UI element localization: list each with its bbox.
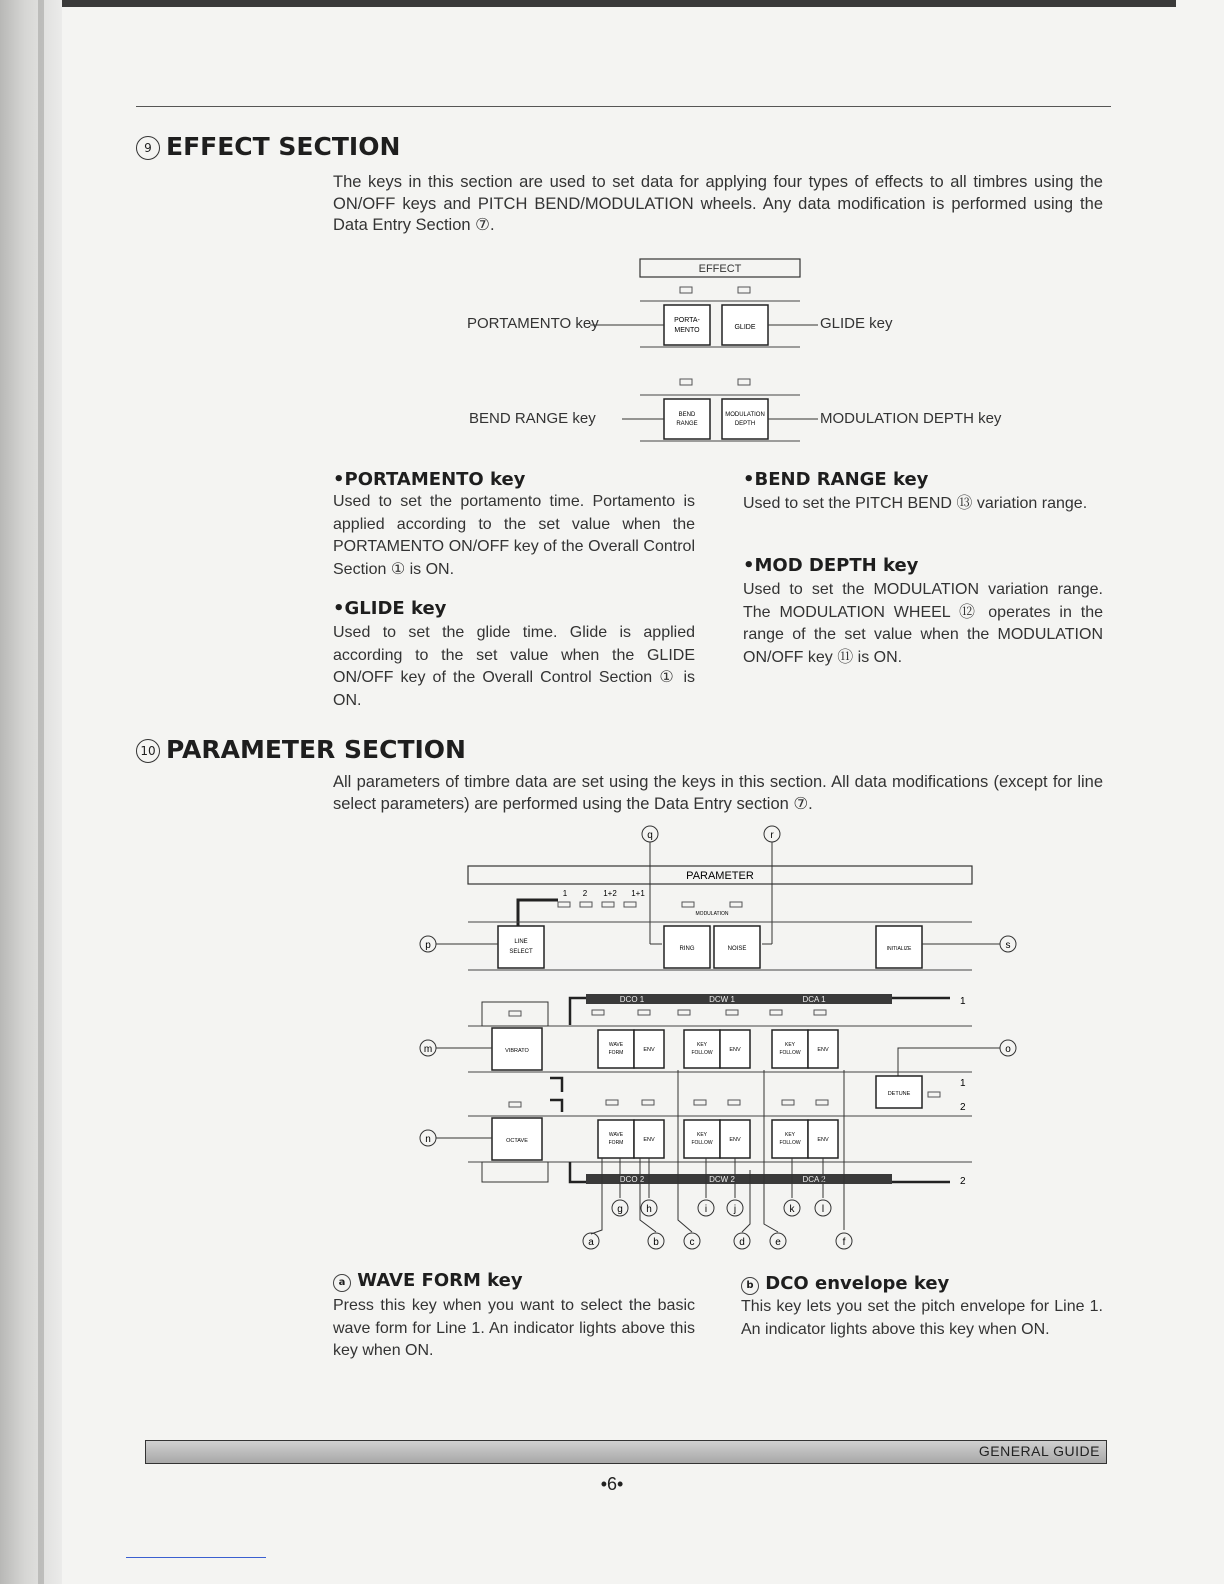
line-number: 1	[562, 889, 568, 898]
led-indicator	[738, 287, 750, 293]
bracket	[550, 1100, 562, 1112]
env-text: ENV	[729, 1137, 741, 1143]
key-follow-text: FOLLOW	[691, 1050, 713, 1056]
line-select-key[interactable]	[498, 926, 544, 968]
led-indicator	[730, 902, 742, 907]
parameter-intro: All parameters of timbre data are set using the keys in this section. All data modifications (except for line select parameters) are performed using the Data Entry section ⑦.	[333, 773, 1103, 813]
dcw-key-follow-key-line1[interactable]	[684, 1030, 720, 1068]
dca2-label: DCA 2	[802, 1175, 826, 1184]
glide-body: Used to set the glide time. Glide is applied according to the set value when the GLIDE ON/OFF key of the Overall Control Section ① is ON.	[333, 624, 695, 709]
line2-mark: 2	[960, 1176, 966, 1187]
bottom-callouts-row1	[612, 1158, 831, 1216]
footer-label: GENERAL GUIDE	[978, 1443, 1100, 1459]
detune-line2-mark: 2	[960, 1102, 966, 1113]
led-indicator	[624, 902, 636, 907]
wave-form-letter: a	[333, 1274, 351, 1292]
callout-o: o	[1005, 1044, 1011, 1055]
led-indicator	[580, 902, 592, 907]
parameter-section-title: 10 PARAMETER SECTION	[136, 735, 466, 764]
bend-range-callout: BEND RANGE key	[469, 410, 596, 427]
led-indicator	[726, 1010, 738, 1015]
page-top-border	[62, 0, 1176, 7]
env-text: ENV	[643, 1137, 655, 1143]
dco-env-letter: b	[741, 1277, 759, 1295]
led-indicator	[509, 1011, 521, 1016]
wave-form-key-line1[interactable]	[598, 1030, 634, 1068]
bend-range-key[interactable]	[664, 399, 710, 439]
initialize-key-text: INITIALIZE	[886, 946, 912, 952]
led-indicator	[782, 1100, 794, 1105]
line-number: 1+1	[631, 889, 645, 898]
footer-bar	[145, 1440, 1107, 1464]
dco-env-body: This key lets you set the pitch envelope for Line 1. An indicator lights above this key when ON.	[741, 1298, 1103, 1338]
modulation-depth-key[interactable]	[722, 399, 768, 439]
callout-h: h	[646, 1204, 652, 1215]
callout-m: m	[423, 1044, 433, 1055]
led-indicator	[694, 1100, 706, 1105]
detune-key-text: DETUNE	[887, 1091, 911, 1097]
callout-i: i	[704, 1204, 708, 1215]
callout-f: f	[842, 1237, 846, 1248]
callout-r: r	[770, 830, 774, 841]
callout-g: g	[617, 1204, 623, 1215]
glide-heading: •GLIDE key	[333, 598, 447, 619]
key-follow-text: KEY	[696, 1132, 708, 1138]
led-indicator	[816, 1100, 828, 1105]
line-select-text: LINE	[514, 939, 528, 945]
bend-range-key-text: RANGE	[676, 421, 698, 427]
dcw2-label: DCW 2	[709, 1175, 735, 1184]
line2-leds	[606, 1100, 828, 1105]
noise-key-text: NOISE	[727, 946, 747, 952]
key-follow-text: KEY	[696, 1042, 708, 1048]
env-text: ENV	[817, 1137, 829, 1143]
led-indicator	[602, 902, 614, 907]
led-indicator	[928, 1092, 940, 1097]
callout-d: d	[739, 1237, 745, 1248]
page-number: •6•	[600, 1474, 624, 1494]
modulation-depth-key-text: MODULATION	[725, 412, 765, 418]
vibrato-key-text: VIBRATO	[505, 1048, 529, 1054]
glide-callout: GLIDE key	[820, 315, 893, 332]
callout-line	[591, 1158, 602, 1234]
wave-form-text: FORM	[608, 1140, 624, 1146]
led-indicator	[678, 1010, 690, 1015]
led-indicator	[642, 1100, 654, 1105]
glide-key-text: GLIDE	[734, 324, 756, 331]
mod-depth-callout: MODULATION DEPTH key	[820, 410, 1002, 427]
wave-form-heading: a WAVE FORM key	[333, 1270, 523, 1292]
portamento-callout: PORTAMENTO key	[467, 315, 599, 332]
wave-form-key-line2[interactable]	[598, 1120, 634, 1158]
line-number: 2	[582, 889, 588, 898]
octave-frame	[482, 1162, 548, 1182]
line-select-text: SELECT	[509, 949, 533, 955]
dcw-key-follow-key-line2[interactable]	[684, 1120, 720, 1158]
callout-p: p	[425, 940, 431, 951]
led-indicator	[558, 902, 570, 907]
line1-mark: 1	[960, 996, 966, 1007]
parameter-panel-label: PARAMETER	[686, 870, 754, 882]
env-text: ENV	[817, 1047, 829, 1053]
wave-form-text: WAVE	[608, 1042, 624, 1048]
callout-c: c	[689, 1237, 695, 1248]
wave-form-text: WAVE	[608, 1132, 624, 1138]
callout-s: s	[1005, 940, 1011, 951]
callout-e: e	[775, 1237, 781, 1248]
mod-depth-body: Used to set the MODULATION variation range. The MODULATION WHEEL ⑫ operates in the range of the set value when the MODULATION ON/OFF key ⑪ is ON.	[743, 581, 1103, 666]
effect-section-title: 9 EFFECT SECTION	[136, 132, 400, 161]
led-indicator	[509, 1102, 521, 1107]
octave-key-text: OCTAVE	[506, 1138, 528, 1144]
line1-leds	[592, 1010, 826, 1015]
parameter-panel-diagram	[410, 820, 1030, 1260]
callout-j: j	[733, 1204, 737, 1215]
led-indicator	[738, 379, 750, 385]
env-text: ENV	[643, 1047, 655, 1053]
callout-l: l	[821, 1204, 825, 1215]
wave-form-text: FORM	[608, 1050, 624, 1056]
led-indicator	[606, 1100, 618, 1105]
modulation-label: MODULATION	[695, 911, 729, 917]
led-indicator	[638, 1010, 650, 1015]
wave-form-body: Press this key when you want to select the basic wave form for Line 1. An indicator lights above this key when ON.	[333, 1297, 695, 1359]
bottom-rule	[126, 1557, 266, 1558]
modulation-depth-key-text: DEPTH	[734, 421, 756, 427]
env-text: ENV	[729, 1047, 741, 1053]
page-binding-edge	[0, 0, 62, 1584]
dca-key-follow-key-line2[interactable]	[772, 1120, 808, 1158]
ring-key-text: RING	[679, 946, 695, 952]
portamento-key-text: PORTA-	[674, 317, 700, 324]
key-follow-text: FOLLOW	[779, 1050, 801, 1056]
header-rule	[136, 106, 1111, 107]
portamento-heading: •PORTAMENTO key	[333, 469, 526, 490]
bend-range-body: Used to set the PITCH BEND ⑬ variation range.	[743, 495, 1088, 512]
portamento-key[interactable]	[664, 305, 710, 345]
mod-depth-heading: •MOD DEPTH key	[743, 555, 919, 576]
led-indicator	[680, 379, 692, 385]
dcw1-label: DCW 1	[709, 995, 735, 1004]
vibrato-frame	[482, 1002, 548, 1026]
bracket	[550, 1078, 562, 1092]
portamento-key-text: MENTO	[674, 327, 700, 334]
key-follow-text: KEY	[784, 1132, 796, 1138]
led-indicator	[814, 1010, 826, 1015]
led-indicator	[682, 902, 694, 907]
callout-n: n	[425, 1134, 431, 1145]
dco1-label: DCO 1	[619, 995, 645, 1004]
callout-line	[640, 1158, 656, 1232]
dca1-label: DCA 1	[802, 995, 826, 1004]
led-indicator	[728, 1100, 740, 1105]
callout-b: b	[653, 1237, 659, 1248]
callout-k: k	[789, 1204, 795, 1215]
dca-key-follow-key-line1[interactable]	[772, 1030, 808, 1068]
bend-range-heading: •BEND RANGE key	[743, 469, 929, 490]
dco-env-heading: b DCO envelope key	[741, 1273, 949, 1295]
bend-range-key-text: BEND	[678, 412, 696, 418]
effect-intro: The keys in this section are used to set data for applying four types of effects to all timbres using the ON/OFF keys and PITCH BEND/MODULATION wheels. Any data modification is performed using the Data Entry Section ⑦.	[333, 173, 1103, 234]
callout-a: a	[588, 1237, 594, 1248]
effect-section-number: 9	[136, 136, 160, 160]
key-follow-text: KEY	[784, 1042, 796, 1048]
portamento-body: Used to set the portamento time. Portamento is applied according to the set value when the PORTAMENTO ON/OFF key of the Overall Control Section ① is ON.	[333, 493, 695, 578]
led-indicator	[592, 1010, 604, 1015]
detune-line1-mark: 1	[960, 1078, 966, 1089]
effect-panel-label: EFFECT	[698, 263, 742, 275]
led-indicator	[770, 1010, 782, 1015]
key-follow-text: FOLLOW	[691, 1140, 713, 1146]
dco2-label: DCO 2	[619, 1175, 645, 1184]
line-number: 1+2	[603, 889, 617, 898]
callout-q: q	[647, 830, 653, 841]
parameter-section-number: 10	[136, 739, 160, 763]
bottom-callouts-row2	[583, 1070, 852, 1249]
led-indicator	[680, 287, 692, 293]
key-follow-text: FOLLOW	[779, 1140, 801, 1146]
